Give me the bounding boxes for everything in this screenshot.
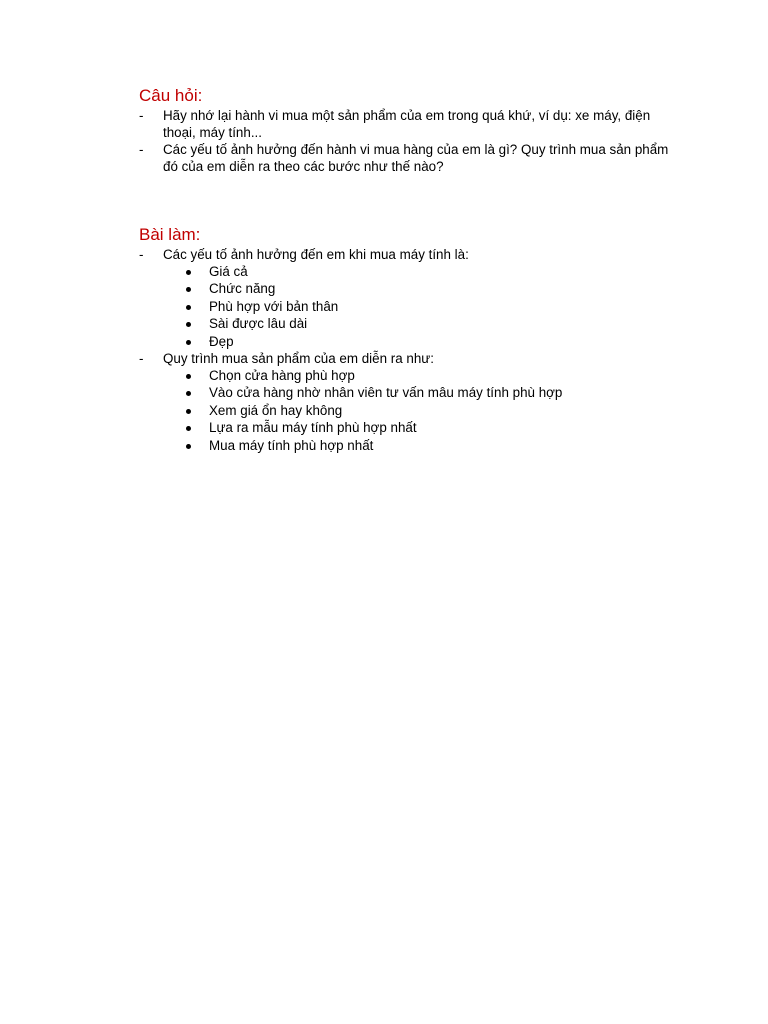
bullet-icon	[186, 322, 191, 327]
process-step-item	[185, 367, 679, 384]
question-list	[139, 107, 679, 175]
factor-item	[185, 280, 679, 297]
process-step-text: Lựa ra mẫu máy tính phù hợp nhất	[209, 420, 417, 436]
question-section	[139, 86, 679, 175]
process-intro: Quy trình mua sản phẩm của em diễn ra như:	[163, 351, 434, 367]
process-intro-item	[139, 350, 679, 367]
bullet-icon	[186, 270, 191, 275]
factor-item	[185, 298, 679, 315]
bullet-icon	[186, 305, 191, 310]
bullet-icon	[186, 444, 191, 449]
question-item	[139, 107, 679, 141]
question-item	[139, 141, 679, 175]
factor-text: Sài được lâu dài	[209, 316, 308, 332]
answer-list	[139, 246, 679, 263]
factor-text: Phù hợp với bản thân	[209, 298, 339, 314]
question-item-text: Các yếu tố ảnh hưởng đến hành vi mua hàng của em là gì? Quy trình mua sản phẩm đó của em diễn ra theo các bước như thế nào?	[163, 142, 669, 174]
factor-item	[185, 263, 679, 280]
factors-bullet-list	[139, 263, 679, 350]
bullet-icon	[186, 391, 191, 396]
bullet-icon	[186, 287, 191, 292]
bullet-icon	[186, 374, 191, 379]
process-step-item	[185, 384, 679, 401]
dash-marker: -	[139, 247, 144, 262]
answer-heading: Bài làm:	[139, 225, 201, 244]
process-step-text: Mua máy tính phù hợp nhất	[209, 437, 374, 453]
bullet-icon	[186, 340, 191, 345]
process-step-item	[185, 402, 679, 419]
dash-marker: -	[139, 108, 144, 123]
process-step-item	[185, 419, 679, 436]
bullet-icon	[186, 409, 191, 414]
dash-marker: -	[139, 142, 144, 157]
factor-text: Đẹp	[209, 333, 234, 349]
process-step-text: Vào cửa hàng nhờ nhân viên tư vấn mâu máy tính phù hợp	[209, 385, 563, 401]
dash-marker: -	[139, 351, 144, 367]
process-step-text: Chọn cửa hàng phù hợp	[209, 368, 355, 384]
process-step-text: Xem giá ổn hay không	[209, 402, 343, 418]
bullet-icon	[186, 426, 191, 431]
question-item-text: Hãy nhớ lại hành vi mua một sản phẩm của em trong quá khứ, ví dụ: xe máy, điện thoại, máy tính...	[163, 108, 651, 140]
process-step-item	[185, 437, 679, 454]
factors-intro: Các yếu tố ảnh hưởng đến em khi mua máy tính là:	[163, 247, 469, 262]
answer-list-2	[139, 350, 679, 367]
process-bullet-list	[139, 367, 679, 454]
factor-item	[185, 315, 679, 332]
question-heading: Câu hỏi:	[139, 86, 203, 105]
factor-item	[185, 333, 679, 350]
factor-text: Giá cả	[209, 264, 248, 279]
factors-intro-item	[139, 246, 679, 263]
answer-section	[139, 225, 679, 454]
factor-text: Chức năng	[209, 281, 276, 297]
